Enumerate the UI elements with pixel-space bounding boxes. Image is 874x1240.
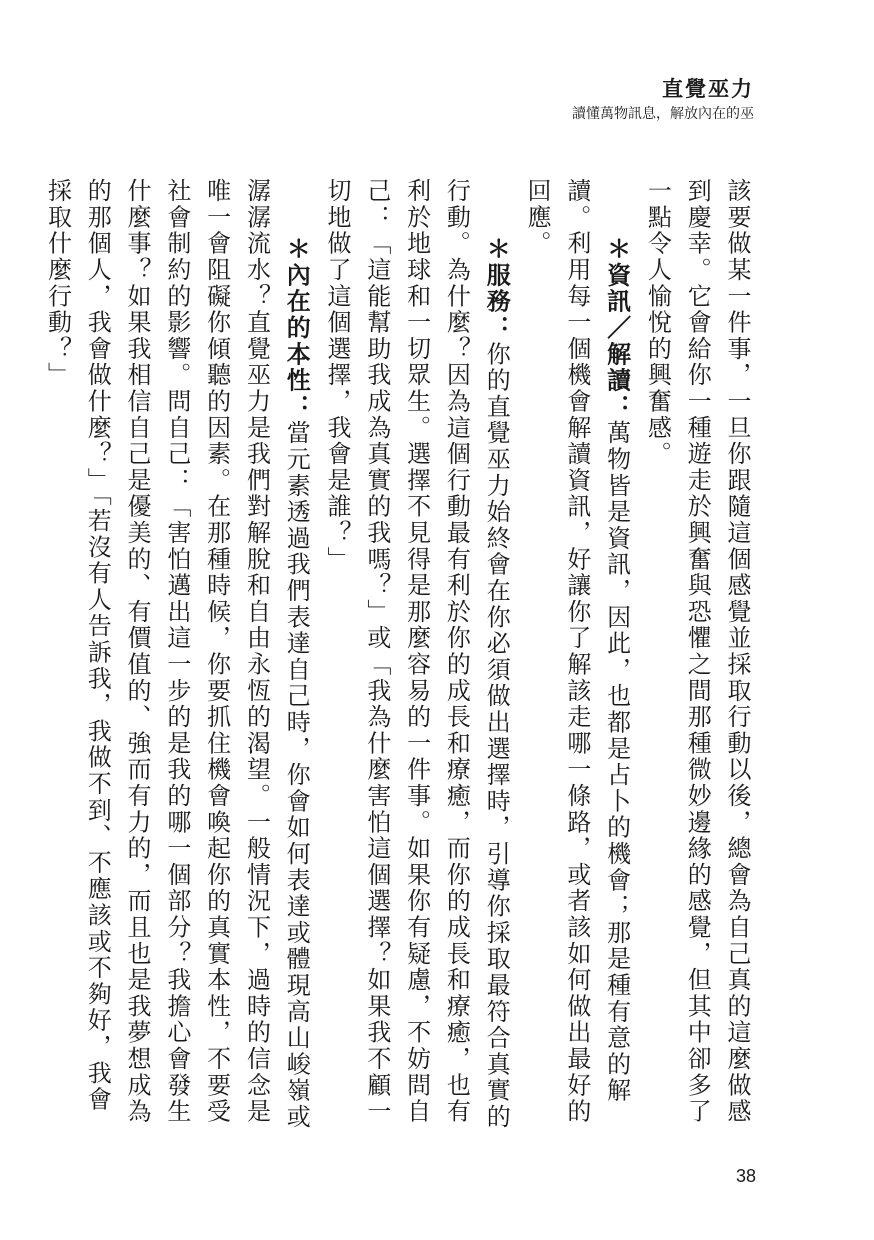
- section-heading-service: ＊服務：: [482, 235, 512, 341]
- paragraph-text: 萬物皆是資訊，因此，也都是占卜的機會；那是種有意的解讀。利用每一個機會解讀資訊，好讓你了解該走哪一條路，或者該如何做出最好的回應。: [523, 178, 631, 1125]
- paragraph-inner-nature: [37, 178, 317, 1138]
- book-title: 直覺巫力: [662, 76, 754, 101]
- book-subtitle: 讀懂萬物訊息，解放內在的巫: [572, 106, 754, 122]
- vertical-text-body: [43, 178, 756, 1138]
- running-header: [572, 76, 754, 124]
- paragraph-information-reading: [516, 178, 636, 1138]
- paragraph-text: 當元素透過我們表達自己時，你會如何表達或體現高山峻嶺或潺潺流水？直覺巫力是我們對解脫和自由永恆的渴望。一般情況下，過時的信念是唯一會阻礙你傾聽的因素。在那種時候，你要抓住機會喚起你的真實本性，不要受社會制約的影響。問自己：「害怕邁出這一步的是我的哪一個部分？我擔心會發生什麼事？如果我相信自己是優美的、有價值的、強而有力的，而且也是我夢想成為的那個人，我會做什麼？」「若沒有人告訴我，我做不到、不應該或不夠好，我會採取什麼行動？」: [43, 178, 311, 1130]
- section-heading-information-reading: ＊資訊／解讀：: [602, 235, 632, 420]
- page-number: 38: [736, 1166, 757, 1186]
- paragraph-text: 你的直覺巫力始終會在你必須做出選擇時，引導你採取最符合真實的行動。為什麼？因為這個行動最有利於你的成長和療癒，而你的成長和療癒，也有利於地球和一切眾生。選擇不見得是那麼容易的一件事。如果你有疑慮，不妨問自己：「這能幫助我成為真實的我嗎？」或「我為什麼害怕這個選擇？如果我不顧一切地做了這個選擇，我會是誰？」: [323, 178, 511, 1130]
- paragraph-continuation: [637, 178, 756, 1138]
- paragraph-service: [316, 178, 516, 1138]
- paragraph-text: 該要做某一件事，一旦你跟隨這個感覺並採取行動以後，總會為自己真的這麼做感到慶幸。它會給你一種遊走於興奮與恐懼之間那種微妙邊緣的感覺，但其中卻多了一點令人愉悅的興奮感。: [643, 178, 751, 1125]
- section-heading-inner-nature: ＊內在的本性：: [282, 235, 312, 420]
